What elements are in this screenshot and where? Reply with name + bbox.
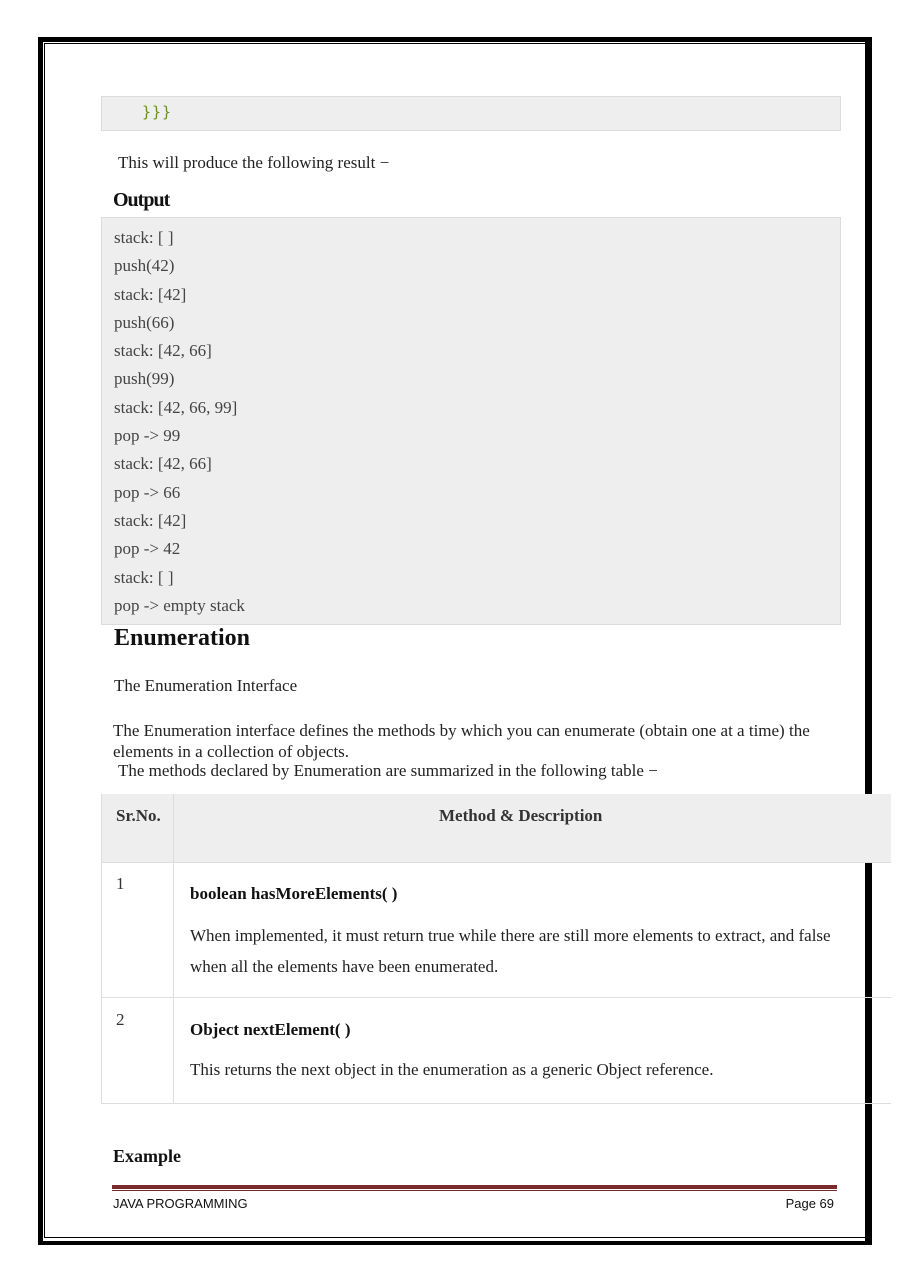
table-header-row — [102, 794, 891, 862]
output-line: stack: [42] — [114, 510, 187, 530]
output-line: pop -> empty stack — [114, 595, 245, 615]
output-heading: Output — [113, 189, 170, 211]
row-divider — [102, 997, 891, 998]
footer-rule — [112, 1185, 837, 1189]
row-2-description: This returns the next object in the enumeration as a generic Object reference. — [190, 1060, 714, 1079]
output-line: push(42) — [114, 256, 175, 276]
row-2-number: 2 — [116, 1010, 125, 1029]
output-line: push(99) — [114, 369, 175, 389]
interface-description: The Enumeration interface defines the methods by which you can enumerate (obtain one at a time) the elements in a collection of objects. — [113, 721, 810, 761]
output-line: pop -> 42 — [114, 539, 181, 559]
section-title: Enumeration — [114, 625, 251, 651]
footer-rule-thin — [112, 1190, 837, 1191]
output-line: stack: [42, 66] — [114, 454, 212, 474]
output-line: stack: [ ] — [114, 567, 174, 587]
output-line: stack: [ ] — [114, 228, 174, 247]
row-1-description: When implemented, it must return true while there are still more elements to extract, and false when all the elements have been enumerated. — [190, 926, 831, 976]
row-1-method: boolean hasMoreElements( ) — [190, 884, 398, 903]
output-lines — [114, 228, 245, 624]
page-number: Page 69 — [785, 1196, 834, 1211]
code-closing-braces: }}} — [142, 103, 173, 121]
output-block — [101, 217, 841, 625]
footer-title: JAVA PROGRAMMING — [113, 1196, 248, 1211]
header-method-description: Method & Description — [439, 806, 603, 825]
code-block — [101, 96, 841, 131]
output-line: pop -> 99 — [114, 426, 181, 446]
output-line: pop -> 66 — [114, 482, 181, 502]
example-heading: Example — [113, 1146, 182, 1166]
column-divider — [173, 794, 174, 1103]
interface-name: The Enumeration Interface — [114, 676, 298, 695]
row-1-number: 1 — [116, 874, 125, 893]
methods-table — [101, 794, 891, 1104]
result-intro: This will produce the following result − — [118, 153, 390, 172]
row-divider — [102, 862, 891, 863]
methods-intro: The methods declared by Enumeration are summarized in the following table − — [118, 761, 658, 780]
output-line: stack: [42, 66] — [114, 341, 212, 361]
output-line: stack: [42] — [114, 284, 187, 304]
output-line: push(66) — [114, 312, 175, 332]
output-line: stack: [42, 66, 99] — [114, 397, 238, 417]
header-sr-no: Sr.No. — [116, 806, 161, 825]
row-2-method: Object nextElement( ) — [190, 1020, 351, 1039]
